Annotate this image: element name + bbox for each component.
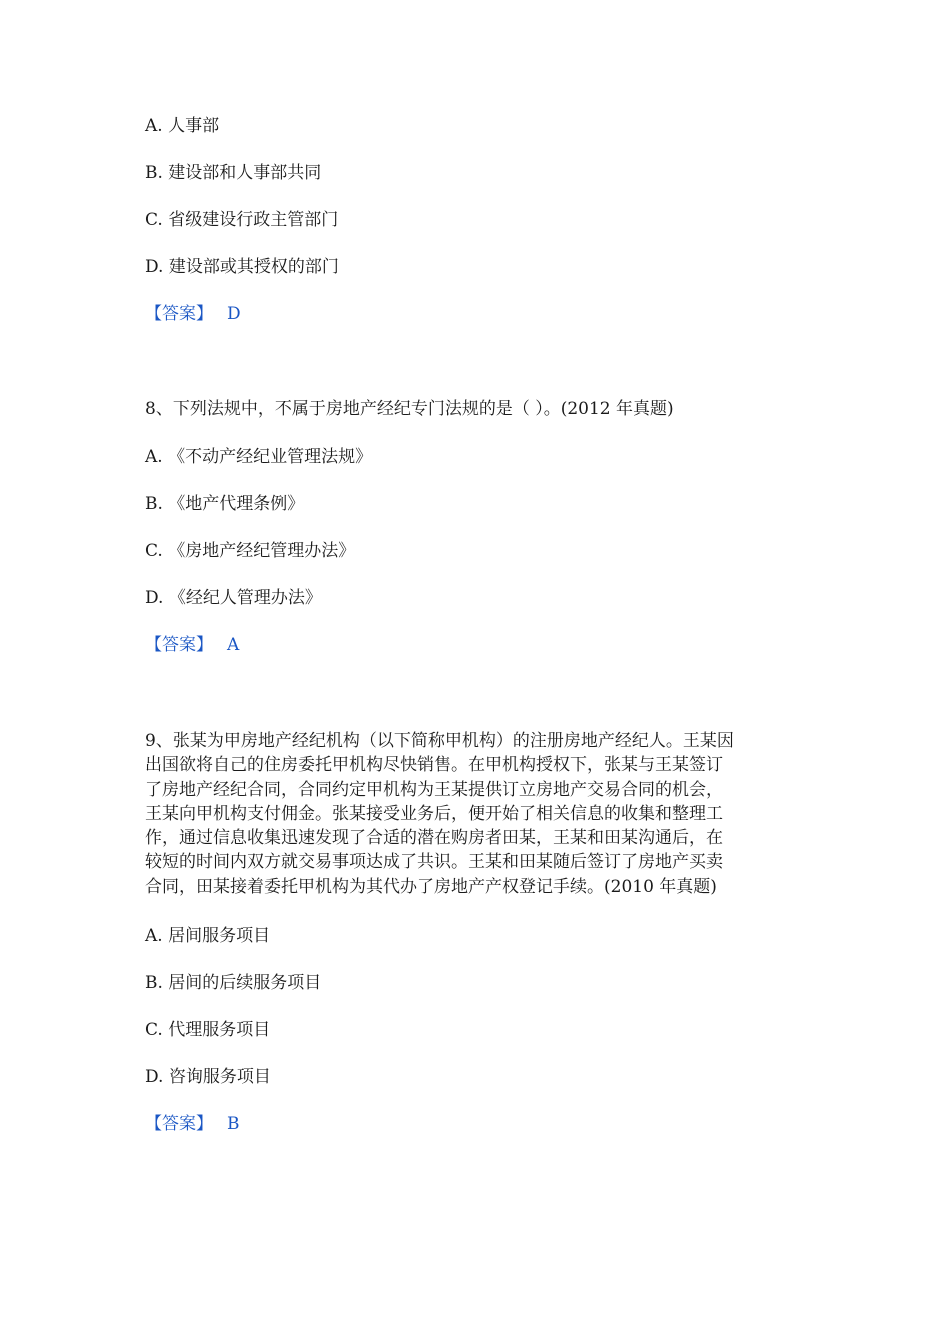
question-9-stem-line: 合同，田某接着委托甲机构为其代办了房地产产权登记手续。(2010 年真题) bbox=[145, 876, 717, 897]
question-9-option-d: D. 咨询服务项目 bbox=[145, 1067, 271, 1087]
answer-label: 【答案】 bbox=[145, 1114, 213, 1134]
answer-value: B bbox=[227, 1114, 240, 1134]
option-b: B. 建设部和人事部共同 bbox=[145, 163, 322, 183]
question-8-option-d: D. 《经纪人管理办法》 bbox=[145, 588, 322, 608]
option-c: C. 省级建设行政主管部门 bbox=[145, 210, 339, 230]
question-9-stem-line: 较短的时间内双方就交易事项达成了共识。王某和田某随后签订了房地产买卖 bbox=[145, 852, 723, 873]
question-8-answer-row bbox=[145, 633, 239, 657]
question-8-option-a: A. 《不动产经纪业管理法规》 bbox=[145, 447, 373, 467]
answer-label: 【答案】 bbox=[145, 304, 213, 324]
question-9-answer-row bbox=[145, 1112, 240, 1136]
answer-label: 【答案】 bbox=[145, 635, 213, 655]
question-9-stem-line: 出国欲将自己的住房委托甲机构尽快销售。在甲机构授权下，张某与王某签订 bbox=[145, 755, 723, 776]
answer-value: A bbox=[227, 635, 240, 655]
question-9-option-c: C. 代理服务项目 bbox=[145, 1020, 271, 1040]
question-9-stem-line: 作，通过信息收集迅速发现了合适的潜在购房者田某，王某和田某沟通后，在 bbox=[145, 828, 723, 849]
option-d: D. 建设部或其授权的部门 bbox=[145, 257, 339, 277]
question-8-option-b: B. 《地产代理条例》 bbox=[145, 494, 305, 514]
question-9-stem-line: 王某向甲机构支付佣金。张某接受业务后，便开始了相关信息的收集和整理工 bbox=[145, 803, 723, 824]
question-9-stem-line: 9、张某为甲房地产经纪机构（以下简称甲机构）的注册房地产经纪人。王某因 bbox=[145, 731, 734, 751]
question-9-stem-line: 了房地产经纪合同，合同约定甲机构为王某提供订立房地产交易合同的机会， bbox=[145, 779, 723, 800]
question-8-option-c: C. 《房地产经纪管理办法》 bbox=[145, 541, 356, 561]
answer-row bbox=[145, 302, 241, 326]
question-9-option-a: A. 居间服务项目 bbox=[145, 926, 271, 946]
question-8-stem: 8、下列法规中，不属于房地产经纪专门法规的是（ ）。(2012 年真题) bbox=[145, 399, 674, 419]
option-a: A. 人事部 bbox=[145, 116, 220, 136]
question-9-stem bbox=[145, 729, 810, 899]
answer-value: D bbox=[227, 304, 241, 324]
question-9-option-b: B. 居间的后续服务项目 bbox=[145, 973, 322, 993]
